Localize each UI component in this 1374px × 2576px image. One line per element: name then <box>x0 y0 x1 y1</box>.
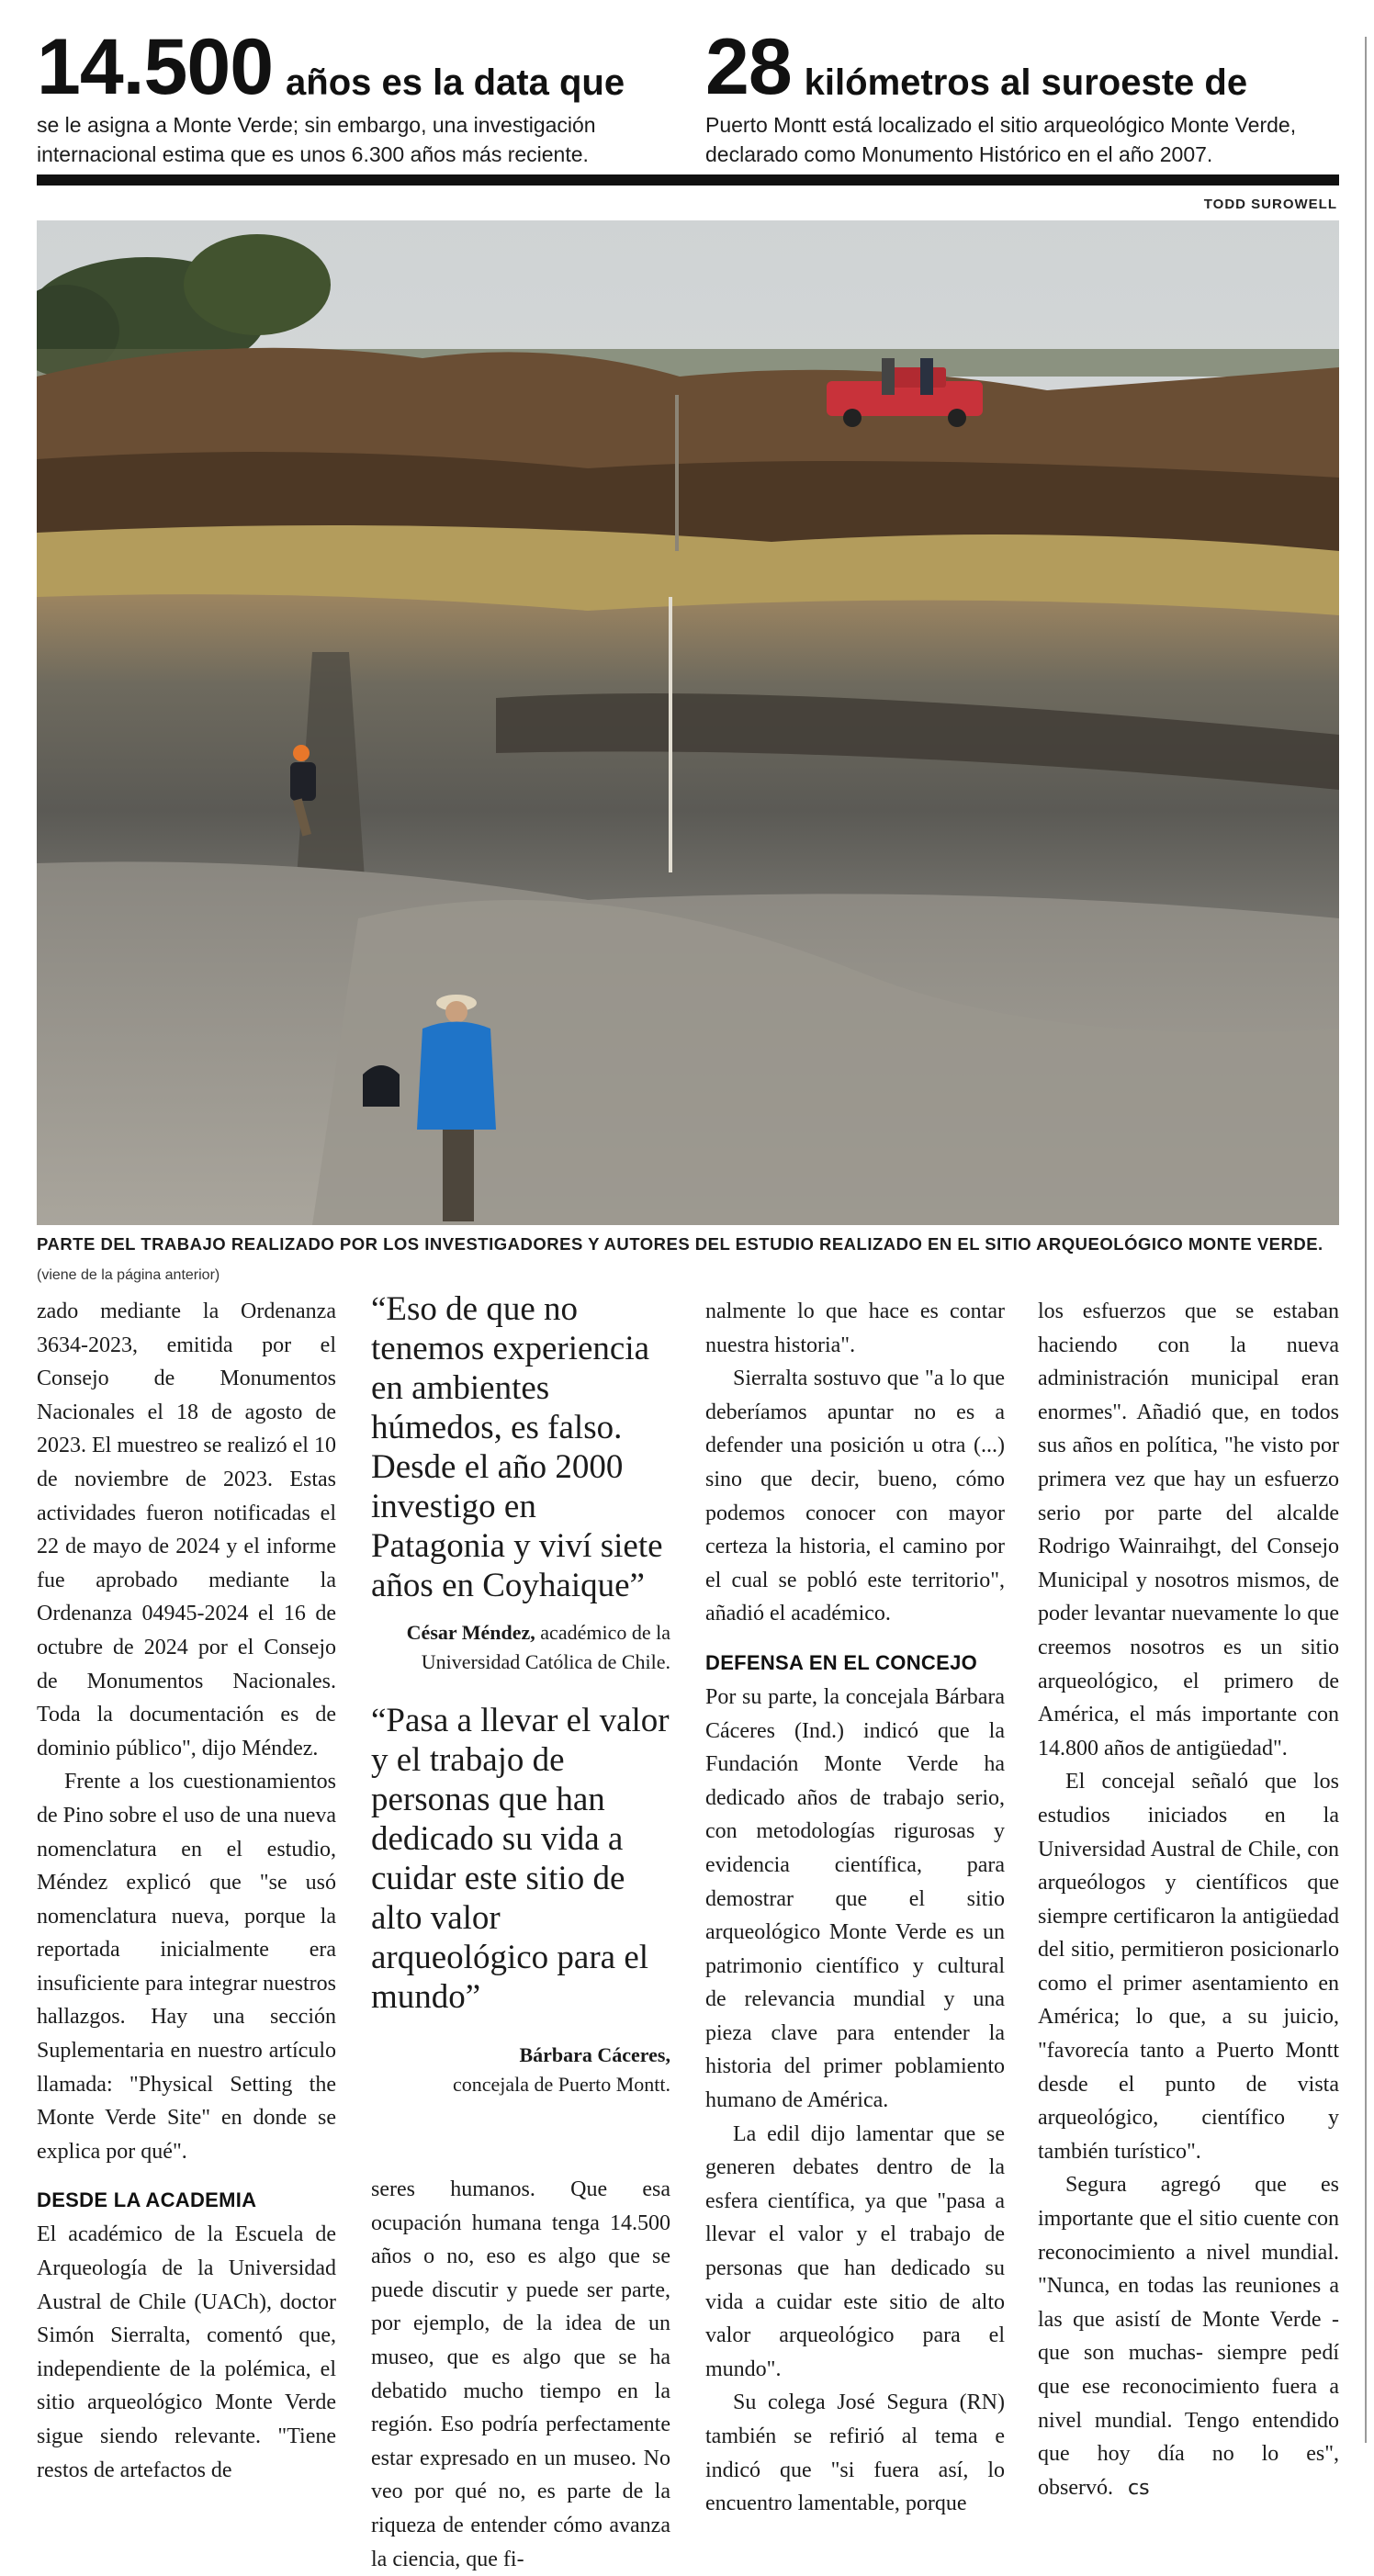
quote-author-role: académico de la Universidad Católica de Chile. <box>421 1621 670 1673</box>
continued-note: (viene de la página anterior) <box>37 1267 220 1283</box>
paragraph: los esfuerzos que se estaban haciendo con la nueva administración municipal eran enormes". Añadió que, en todos sus años en política, "he visto por primera vez que hay un esfuerzo serio por parte del alcalde Rodrigo Wainraihgt, del Consejo Municipal y nosotros mismos, de poder levantar nuevamente lo que creemos nosotros es un sitio arqueológico, el primero de América, el más importante con 14.800 años de antigüedad". <box>1038 1299 1339 1760</box>
article-column-1 <box>37 1295 336 2487</box>
section-subhead: DEFENSA EN EL CONCEJO <box>705 1650 978 1674</box>
paragraph: Sierralta sostuvo que "a lo que deberíamos apuntar no es a defender una posición u otra (...) sino que decir, bueno, cómo podemos conocer con mayor certeza la historia, el camino por el cual se pobló este territorio", añadió el académico. <box>705 1367 1005 1626</box>
page-edge-rule <box>1365 37 1367 2443</box>
paragraph <box>1038 2168 1339 2505</box>
paragraph: Por su parte, la concejala Bárbara Cáceres (Ind.) indicó que la Fundación Monte Verde ha dedicado años de trabajo serio, con metodologías rigurosas y evidencia científica, para demostrar que el sitio arqueológico Monte Verde es un patrimonio científico y cultural de relevancia mundial y una pieza clave para entender la historia del primer poblamiento humano de América. <box>705 1684 1005 2113</box>
paragraph: El académico de la Escuela de Arqueología de la Universidad Austral de Chile (UACh), doctor Simón Sierralta, comentó que, independiente de la polémica, el sitio arqueológico Monte Verde sigue siendo relevante. "Tiene restos de artefactos de <box>37 2222 336 2482</box>
excavation-photo <box>37 220 1339 1225</box>
paragraph: nalmente lo que hace es contar nuestra historia". <box>705 1299 1005 1357</box>
photo-caption: PARTE DEL TRABAJO REALIZADO POR LOS INVESTIGADORES Y AUTORES DEL ESTUDIO REALIZADO EN EL SITIO ARQUEOLÓGICO MONTE VERDE. <box>37 1234 1323 1254</box>
pull-quote-caceres: “Pasa a llevar el valor y el trabajo de personas que han dedicado su vida a cuidar este sitio de alto valor arqueológico para el mundo” <box>371 1702 670 2016</box>
quote-attribution <box>371 1618 670 1677</box>
section-subhead: DESDE LA ACADEMIA <box>37 2188 257 2212</box>
fact-lead: kilómetros al suroeste de <box>804 62 1248 103</box>
quote-attribution <box>371 2041 670 2099</box>
paragraph: seres humanos. Que esa ocupación humana tenga 14.500 años o no, eso es algo que se puede discutir y puede ser parte, por ejemplo, de la idea de un museo, que es algo que se ha debatido mucho tiempo en la región. Eso podría perfectamente estar expresado en un museo. No veo por qué no, es parte de la riqueza de entender cómo avanza la ciencia, que fi- <box>371 2177 670 2571</box>
fact-box-distance <box>705 23 1339 169</box>
quote-author: César Méndez, <box>406 1621 535 1644</box>
fact-number: 14.500 <box>37 23 274 111</box>
paragraph: zado mediante la Ordenanza 3634-2023, emitida por el Consejo de Monumentos Nacionales el 18 de agosto de 2023. El muestreo se realizó el 10 de noviembre de 2023. Estas actividades fueron notificadas el 22 de mayo de 2024 y el informe fue aprobado mediante la Ordenanza 04945-2024 el 16 de octubre de 2024 por el Consejo de Monumentos Nacionales. Toda la documentación es de dominio público", dijo Méndez. <box>37 1299 336 1760</box>
paragraph: La edil dijo lamentar que se generen debates dentro de la esfera científica, ya que "pasa a llevar el valor y el trabajo de personas que han dedicado su vida a cuidar este sitio de alto valor arqueológico para el mundo". <box>705 2121 1005 2381</box>
quote-author-role: concejala de Puerto Montt. <box>452 2073 670 2096</box>
paragraph: Su colega José Segura (RN) también se refirió al tema e indicó que "si fuera así, lo encuentro lamentable, porque <box>705 2390 1005 2516</box>
paragraph: El concejal señaló que los estudios iniciados en la Universidad Austral de Chile, con arqueólogos y científicos que siempre certificaron la antigüedad del sitio, permitieron posicionarlo como el primer asentamiento en América; lo que, a su juicio, "favorecía tanto a Puerto Montt desde el punto de vista arqueológico, científico y también turístico". <box>1038 1770 1339 2164</box>
fact-text: Puerto Montt está localizado el sitio arqueológico Monte Verde, declarado como Monumento Histórico en el año 2007. <box>705 113 1297 166</box>
fact-number: 28 <box>705 23 792 111</box>
pull-quote-mendez: “Eso de que no tenemos experiencia en ambientes húmedos, es falso. Desde el año 2000 investigo en Patagonia y viví siete años en Coyhaique” <box>371 1290 663 1604</box>
fact-box-age <box>37 23 670 169</box>
end-mark: cs <box>1127 2476 1150 2500</box>
header-rule <box>37 174 1339 186</box>
article-column-4 <box>1038 1295 1339 2505</box>
quote-author: Bárbara Cáceres, <box>519 2043 670 2066</box>
photo-credit: TODD SUROWELL <box>1203 197 1337 212</box>
fact-lead: años es la data que <box>286 62 625 103</box>
fact-text: se le asigna a Monte Verde; sin embargo, una investigación internacional estima que es unos 6.300 años más reciente. <box>37 113 596 166</box>
article-column-2 <box>371 1290 670 2576</box>
paragraph-text: Segura agregó que es importante que el sitio cuente con reconocimiento a nivel mundial. "Nunca, en todas las reuniones a las que asistí de Monte Verde -que son muchas- siempre pedí que ese reconocimiento fuera a nivel mundial. Tengo entendido que hoy día no lo es", observó. <box>1038 2173 1339 2500</box>
paragraph: Frente a los cuestionamientos de Pino sobre el uso de una nueva nomenclatura en el estudio, Méndez explicó que "se usó nomenclatura nueva, porque la reportada inicialmente era insuficiente para integrar nuestros hallazgos. Hay una sección Suplementaria en nuestro artículo llamada: "Physical Setting the Monte Verde Site" en donde se explica por qué". <box>37 1770 336 2164</box>
article-column-3 <box>705 1295 1005 2521</box>
